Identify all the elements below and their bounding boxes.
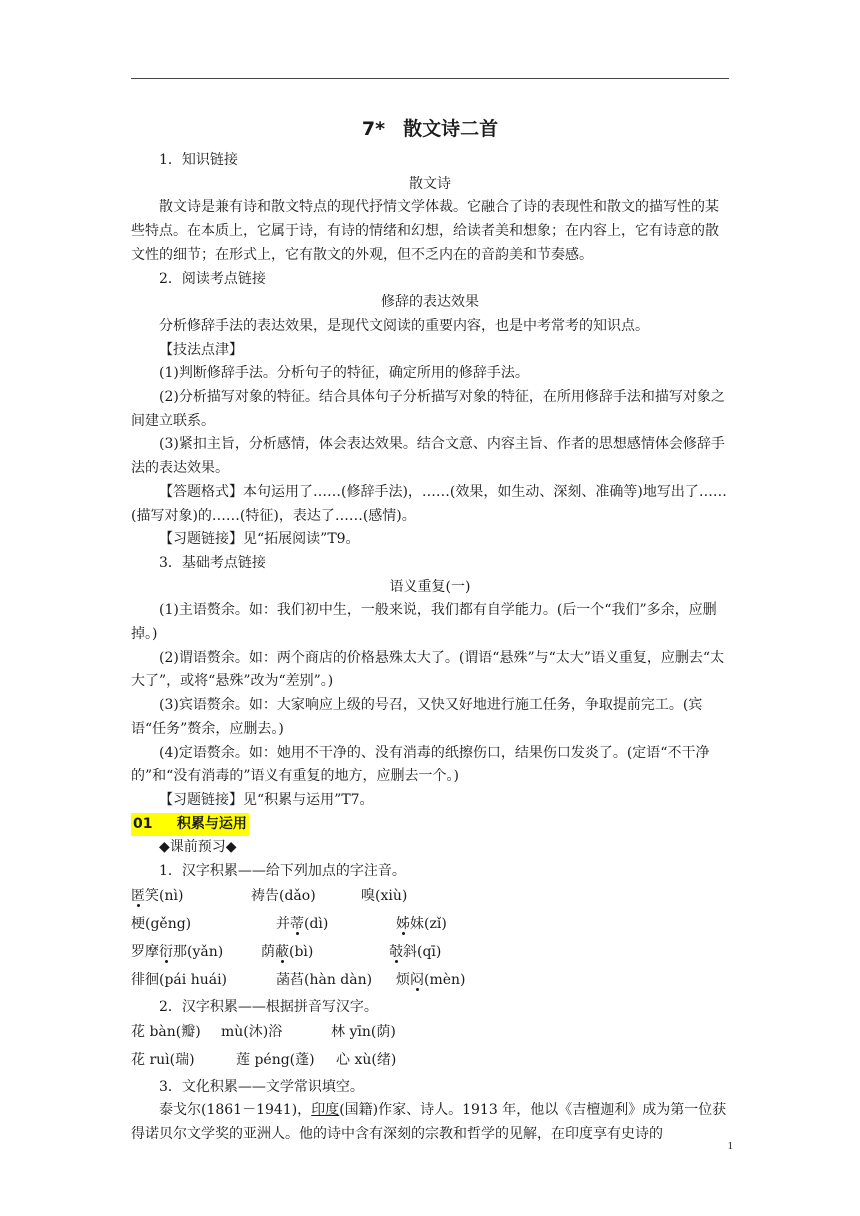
q1-item: 罗摩衍那(yǎn) xyxy=(131,943,224,960)
lesson-title: 散文诗二首 xyxy=(403,118,499,140)
lesson-number: 7* xyxy=(361,118,386,140)
page-title xyxy=(0,114,860,141)
s1-paragraph: 散文诗是兼有诗和散文特点的现代抒情文学体裁。它融合了诗的表现性和散文的描写性的某些特点。在本质上，它属于诗，有诗的情绪和幻想，给读者美和想象；在内容上，它有诗意的散文性的细节；在形式上，它有散文的外观，但不乏内在的音韵美和节奏感。 xyxy=(131,199,719,263)
q1-item: 烦闷(mèn) xyxy=(396,971,466,988)
preview-heading: ◆课前预习◆ xyxy=(159,839,237,856)
q2-heading: 2．汉字积累——根据拼音写汉字。 xyxy=(159,998,378,1015)
s2-point-3: (3)紧扣主旨，分析感情，体会表达效果。结合文意、内容主旨、作者的思想感情体会修辞手法的表达效果。 xyxy=(131,436,725,477)
q1-item: 荫蔽(bì) xyxy=(261,943,314,960)
q3-paragraph xyxy=(131,1099,729,1146)
s3-heading: 3．基础考点链接 xyxy=(159,554,266,571)
q2-grid xyxy=(131,1020,729,1073)
q3-text-pre: 泰戈尔(1861－1941)， xyxy=(159,1102,312,1119)
q2-item: mù(沐)浴 xyxy=(221,1023,283,1040)
q2-row xyxy=(131,1048,729,1073)
document-body xyxy=(131,149,729,1147)
q2-item: 花 bàn(瓣) xyxy=(131,1023,201,1040)
header-rule xyxy=(131,78,729,79)
q1-item: 梗(gěng) xyxy=(131,915,192,932)
q1-item: 攲斜(qī) xyxy=(389,943,442,960)
emphasis-dot-char: 匿 xyxy=(131,887,145,904)
q1-item: 菡萏(hàn dàn) xyxy=(276,971,373,988)
q2-item: 林 yīn(荫) xyxy=(331,1023,396,1040)
s2-point-2: (2)分析描写对象的特征。结合具体句子分析描写对象的特征，在所用修辞手法和描写对象之间建立联系。 xyxy=(131,389,725,429)
q3-text-post: (国籍)作家、诗人。1913 年，他以《吉檀迦利》成为第一位获得诺贝尔文学奖的亚洲人。他的诗中含有深刻的宗教和哲学的见解，在印度享有史诗的 xyxy=(131,1102,727,1142)
s3-link: 【习题链接】见“积累与运用”T7。 xyxy=(159,791,374,808)
emphasis-dot-char: 攲 xyxy=(389,943,403,960)
s3-point-1: (1)主语赘余。如：我们初中生，一般来说，我们都有自学能力。(后一个“我们”多余，应删掉。) xyxy=(131,602,717,643)
emphasis-dot-char: 蔽 xyxy=(275,943,289,960)
q1-item: 嗅(xiù) xyxy=(361,887,408,904)
s3-subtitle: 语义重复(一) xyxy=(389,578,471,595)
q1-grid xyxy=(131,884,729,993)
q1-item: 祷告(dǎo) xyxy=(251,887,316,904)
q3-answer-nationality: 印度 xyxy=(311,1102,340,1119)
s3-point-2: (2)谓语赘余。如：两个商店的价格悬殊太大了。(谓语“悬殊”与“太大”语义重复，应删去“太大了”，或将“悬殊”改为“差别”。) xyxy=(131,649,725,690)
q2-item: 心 xù(绪) xyxy=(336,1051,397,1068)
q1-item: 匿笑(nì) xyxy=(131,887,184,904)
q2-item: 花 ruì(瑞) xyxy=(131,1051,195,1068)
s1-heading: 1．知识链接 xyxy=(159,152,238,168)
q1-heading: 1．汉字积累——给下列加点的字注音。 xyxy=(159,863,406,880)
q2-item: 莲 péng(蓬) xyxy=(236,1051,315,1068)
s3-point-4: (4)定语赘余。如：她用不干净的、没有消毒的纸擦伤口，结果伤口发炎了。(定语“不干净的”和“没有消毒的”语义有重复的地方，应删去一个。) xyxy=(131,744,710,785)
q1-row xyxy=(131,912,729,937)
q1-item: 并蒂(dì) xyxy=(276,915,329,932)
s2-format: 【答题格式】本句运用了……(修辞手法)，……(效果，如生动、深刻、准确等)地写出了……(描写对象)的……(特征)，表达了……(感情)。 xyxy=(131,483,727,524)
section-01-heading xyxy=(131,813,729,837)
s2-link: 【习题链接】见“拓展阅读”T9。 xyxy=(159,531,360,548)
emphasis-dot-char: 姊 xyxy=(396,915,410,932)
section-01-badge xyxy=(131,813,249,837)
q1-item: 姊妹(zǐ) xyxy=(396,915,447,932)
s2-tag: 【技法点津】 xyxy=(159,341,243,358)
emphasis-dot-char: 闷 xyxy=(410,971,424,988)
section-01-title: 积累与运用 xyxy=(176,815,247,832)
section-01-number: 01 xyxy=(133,815,153,832)
q1-row xyxy=(131,940,729,965)
q3-heading: 3．文化积累——文学常识填空。 xyxy=(159,1078,364,1095)
s2-point-1: (1)判断修辞手法。分析句子的特征，确定所用的修辞手法。 xyxy=(159,365,529,382)
emphasis-dot-char: 蒂 xyxy=(290,915,304,932)
s3-point-3: (3)宾语赘余。如：大家响应上级的号召，又快又好地进行施工任务，争取提前完工。(宾语“任务”赘余，应删去。) xyxy=(131,697,703,737)
page-number: 1 xyxy=(727,1140,733,1152)
q2-row xyxy=(131,1020,729,1045)
s1-subtitle: 散文诗 xyxy=(409,175,451,192)
q1-row xyxy=(131,884,729,909)
s2-heading: 2．阅读考点链接 xyxy=(159,270,266,287)
q1-item: 徘徊(pái huái) xyxy=(131,971,228,988)
q1-row xyxy=(131,968,729,993)
emphasis-dot-char: 衍 xyxy=(159,943,173,960)
s2-subtitle: 修辞的表达效果 xyxy=(381,294,479,311)
s2-intro: 分析修辞手法的表达效果，是现代文阅读的重要内容，也是中考常考的知识点。 xyxy=(159,317,649,334)
